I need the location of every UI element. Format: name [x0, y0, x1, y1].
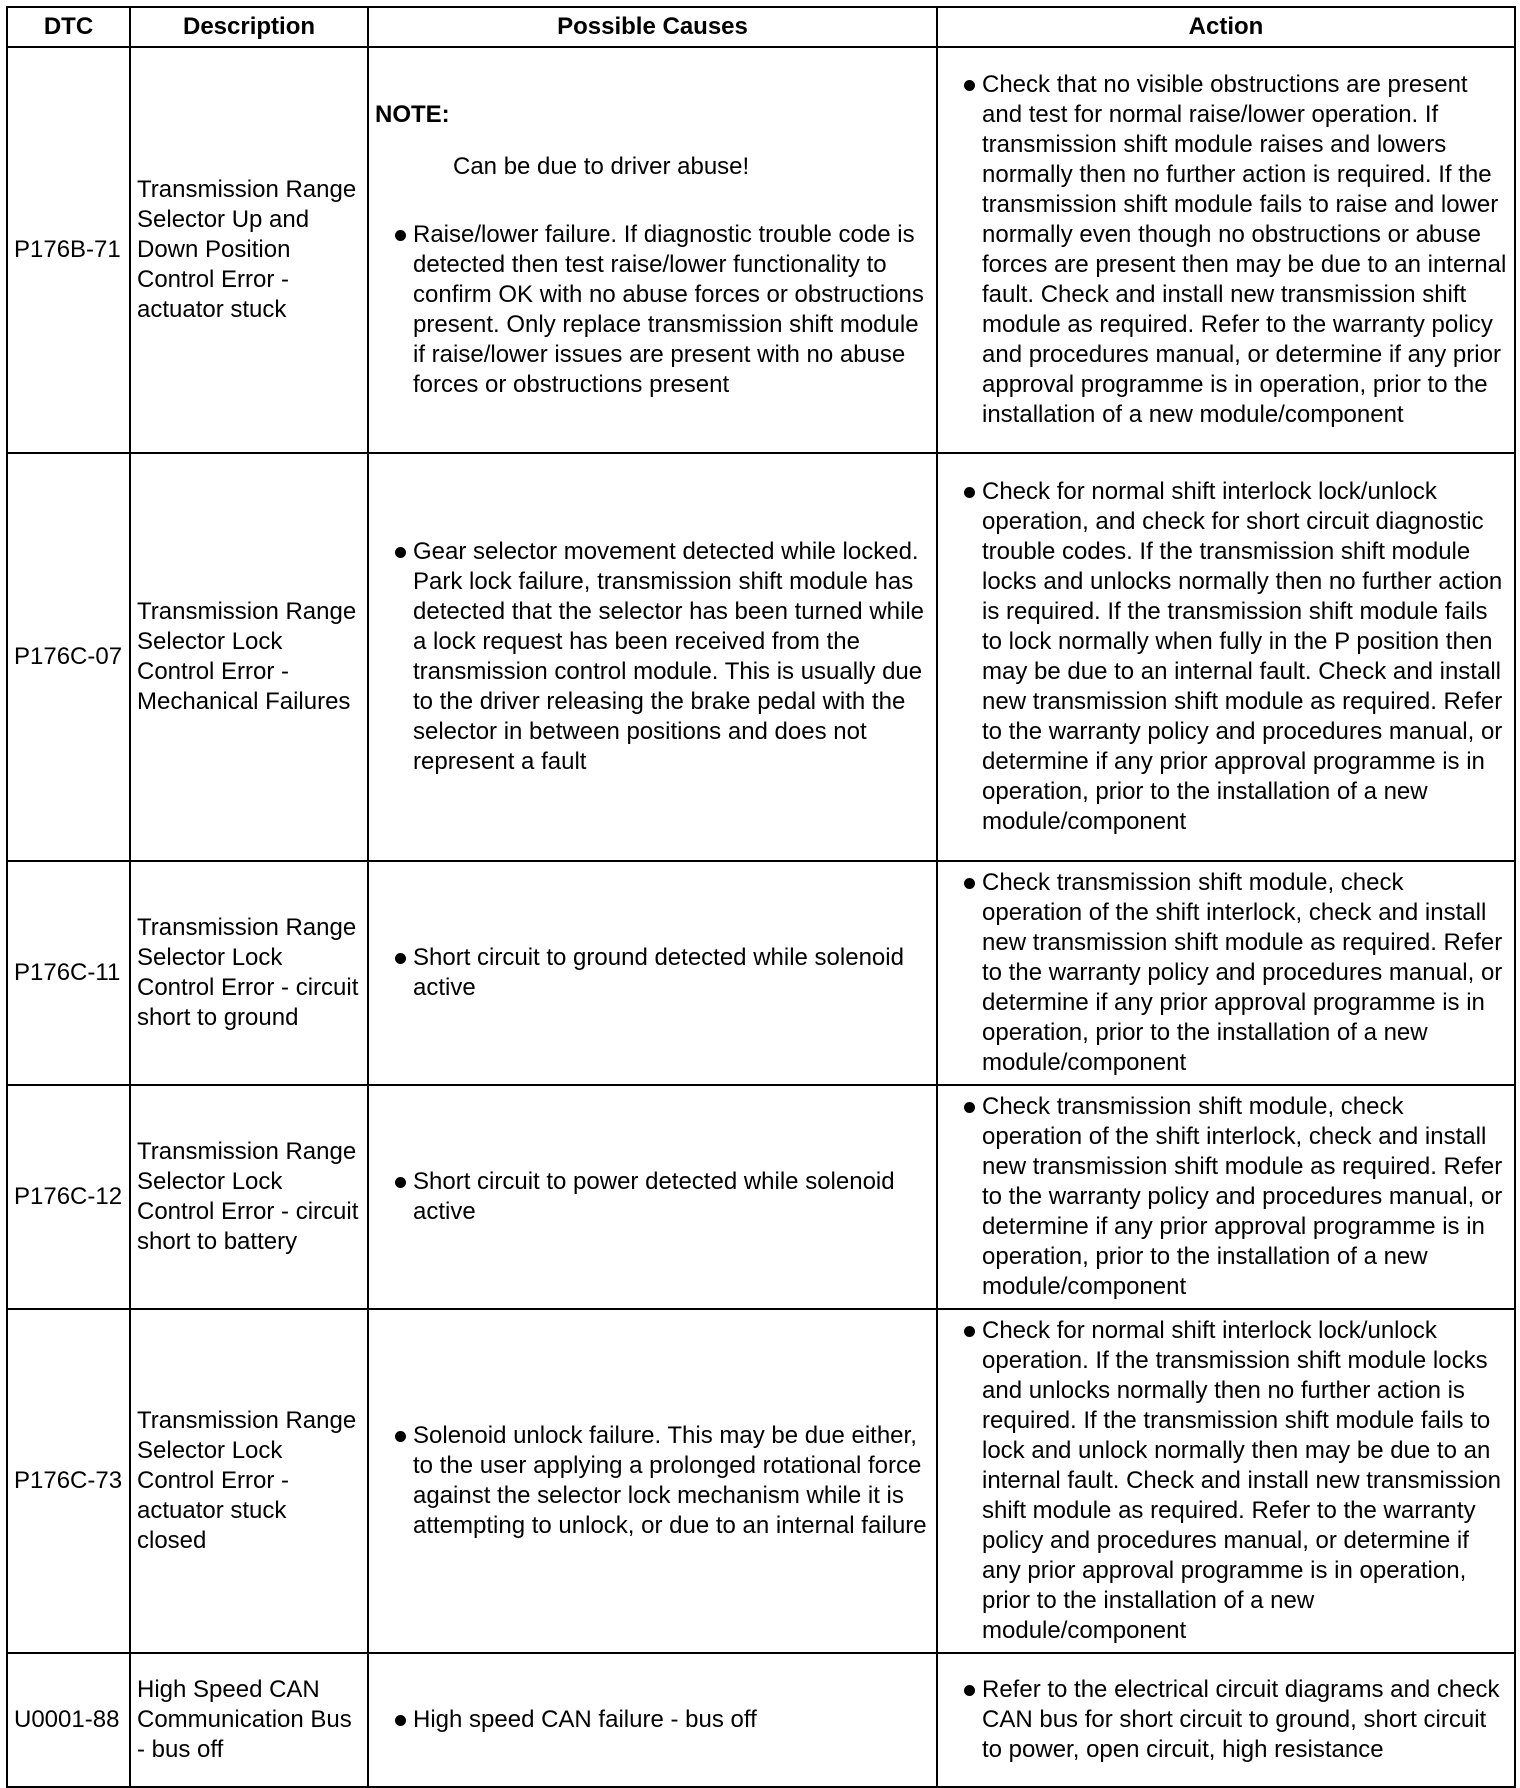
possible-causes-cell	[368, 47, 937, 453]
note-text: Can be due to driver abuse!	[453, 153, 750, 180]
bullet-icon	[944, 477, 982, 507]
action-text: Refer to the electrical circuit diagrams and check CAN bus for short circuit to ground, short circuit to power, open circuit, high resistance	[982, 1676, 1500, 1763]
action-bullet-item	[944, 1316, 1508, 1646]
table-row	[7, 1085, 1515, 1309]
cause-text: High speed CAN failure - bus off	[413, 1706, 757, 1733]
bullet-icon	[375, 1705, 413, 1735]
note-title: NOTE:	[375, 101, 450, 128]
dtc-code: P176C-07	[7, 453, 130, 861]
dtc-table	[6, 6, 1516, 1788]
dtc-description: Transmission Range Selector Lock Control Error - actuator stuck closed	[130, 1309, 368, 1653]
action-cell	[937, 861, 1515, 1085]
dtc-code: P176C-12	[7, 1085, 130, 1309]
action-bullet-item	[944, 868, 1508, 1078]
table-row	[7, 1653, 1515, 1787]
possible-causes-cell	[368, 453, 937, 861]
action-text: Check transmission shift module, check operation of the shift interlock, check and install new transmission shift module as required. Refer to the warranty policy and procedures manual, or determine if any prior approval programme is in operation, prior to the installation of a new module/component	[982, 869, 1503, 1076]
dtc-description: Transmission Range Selector Lock Control Error - circuit short to ground	[130, 861, 368, 1085]
dtc-description: Transmission Range Selector Lock Control Error - circuit short to battery	[130, 1085, 368, 1309]
cause-bullet-item	[375, 1421, 930, 1541]
table-row	[7, 453, 1515, 861]
cause-bullet-item	[375, 943, 930, 1003]
cause-bullet-item	[375, 1167, 930, 1227]
bullet-icon	[944, 1092, 982, 1122]
bullet-icon	[944, 70, 982, 100]
header-row	[7, 7, 1515, 47]
dtc-description: High Speed CAN Communication Bus - bus off	[130, 1653, 368, 1787]
dtc-code: U0001-88	[7, 1653, 130, 1787]
cause-text: Short circuit to power detected while solenoid active	[413, 1168, 895, 1225]
cause-text: Raise/lower failure. If diagnostic trouble code is detected then test raise/lower functionality to confirm OK with no abuse forces or obstructions present. Only replace transmission shift module if raise/lower issues are present with no abuse forces or obstructions present	[413, 221, 924, 398]
action-bullet-item	[944, 70, 1508, 430]
bullet-icon	[944, 868, 982, 898]
action-cell	[937, 47, 1515, 453]
bullet-icon	[375, 943, 413, 973]
action-cell	[937, 1653, 1515, 1787]
action-text: Check transmission shift module, check operation of the shift interlock, check and install new transmission shift module as required. Refer to the warranty policy and procedures manual, or determine if any prior approval programme is in operation, prior to the installation of a new module/component	[982, 1093, 1503, 1300]
cause-text: Solenoid unlock failure. This may be due either, to the user applying a prolonged rotational force against the selector lock mechanism while it is attempting to unlock, or due to an internal failure	[413, 1422, 927, 1539]
possible-causes-cell	[368, 1653, 937, 1787]
dtc-code: P176B-71	[7, 47, 130, 453]
table-row	[7, 1309, 1515, 1653]
cause-bullet-item	[375, 537, 930, 777]
action-bullet-item	[944, 1092, 1508, 1302]
cause-bullet-item	[375, 220, 930, 400]
possible-causes-cell	[368, 1085, 937, 1309]
bullet-icon	[944, 1675, 982, 1705]
table-row	[7, 47, 1515, 453]
cause-bullet-item	[375, 1705, 930, 1735]
dtc-code: P176C-73	[7, 1309, 130, 1653]
header-description: Description	[130, 7, 368, 47]
cause-text: Gear selector movement detected while locked. Park lock failure, transmission shift module has detected that the selector has been turned while a lock request has been received from the transmission control module. This is usually due to the driver releasing the brake pedal with the selector in between positions and does not represent a fault	[413, 538, 925, 775]
bullet-icon	[375, 537, 413, 567]
table-row	[7, 861, 1515, 1085]
dtc-code: P176C-11	[7, 861, 130, 1085]
header-dtc: DTC	[7, 7, 130, 47]
bullet-icon	[944, 1316, 982, 1346]
action-text: Check that no visible obstructions are present and test for normal raise/lower operation. If transmission shift module raises and lowers normally then no further action is required. If the transmission shift module fails to raise and lower normally even though no obstructions or abuse forces are present then may be due to an internal fault. Check and install new transmission shift module as required. Refer to the warranty policy and procedures manual, or determine if any prior approval programme is in operation, prior to the installation of a new module/component	[982, 71, 1507, 428]
action-cell	[937, 1309, 1515, 1653]
bullet-icon	[375, 1421, 413, 1451]
action-bullet-item	[944, 1675, 1508, 1765]
action-cell	[937, 453, 1515, 861]
dtc-description: Transmission Range Selector Lock Control Error - Mechanical Failures	[130, 453, 368, 861]
action-cell	[937, 1085, 1515, 1309]
action-text: Check for normal shift interlock lock/unlock operation, and check for short circuit diagnostic trouble codes. If the transmission shift module locks and unlocks normally then no further action is required. If the transmission shift module fails to lock normally when fully in the P position then may be due to an internal fault. Check and install new transmission shift module as required. Refer to the warranty policy and procedures manual, or determine if any prior approval programme is in operation, prior to the installation of a new module/component	[982, 478, 1503, 835]
bullet-icon	[375, 1167, 413, 1197]
cause-text: Short circuit to ground detected while solenoid active	[413, 944, 904, 1001]
action-text: Check for normal shift interlock lock/unlock operation. If the transmission shift module locks and unlocks normally then no further action is required. If the transmission shift module fails to lock and unlock normally then may be due to an internal fault. Check and install new transmission shift module as required. Refer to the warranty policy and procedures manual, or determine if any prior approval programme is in operation, prior to the installation of a new module/component	[982, 1317, 1501, 1644]
possible-causes-cell	[368, 1309, 937, 1653]
bullet-icon	[375, 220, 413, 250]
header-action: Action	[937, 7, 1515, 47]
possible-causes-cell	[368, 861, 937, 1085]
action-bullet-item	[944, 477, 1508, 837]
header-possible-causes: Possible Causes	[368, 7, 937, 47]
dtc-description: Transmission Range Selector Up and Down Position Control Error - actuator stuck	[130, 47, 368, 453]
